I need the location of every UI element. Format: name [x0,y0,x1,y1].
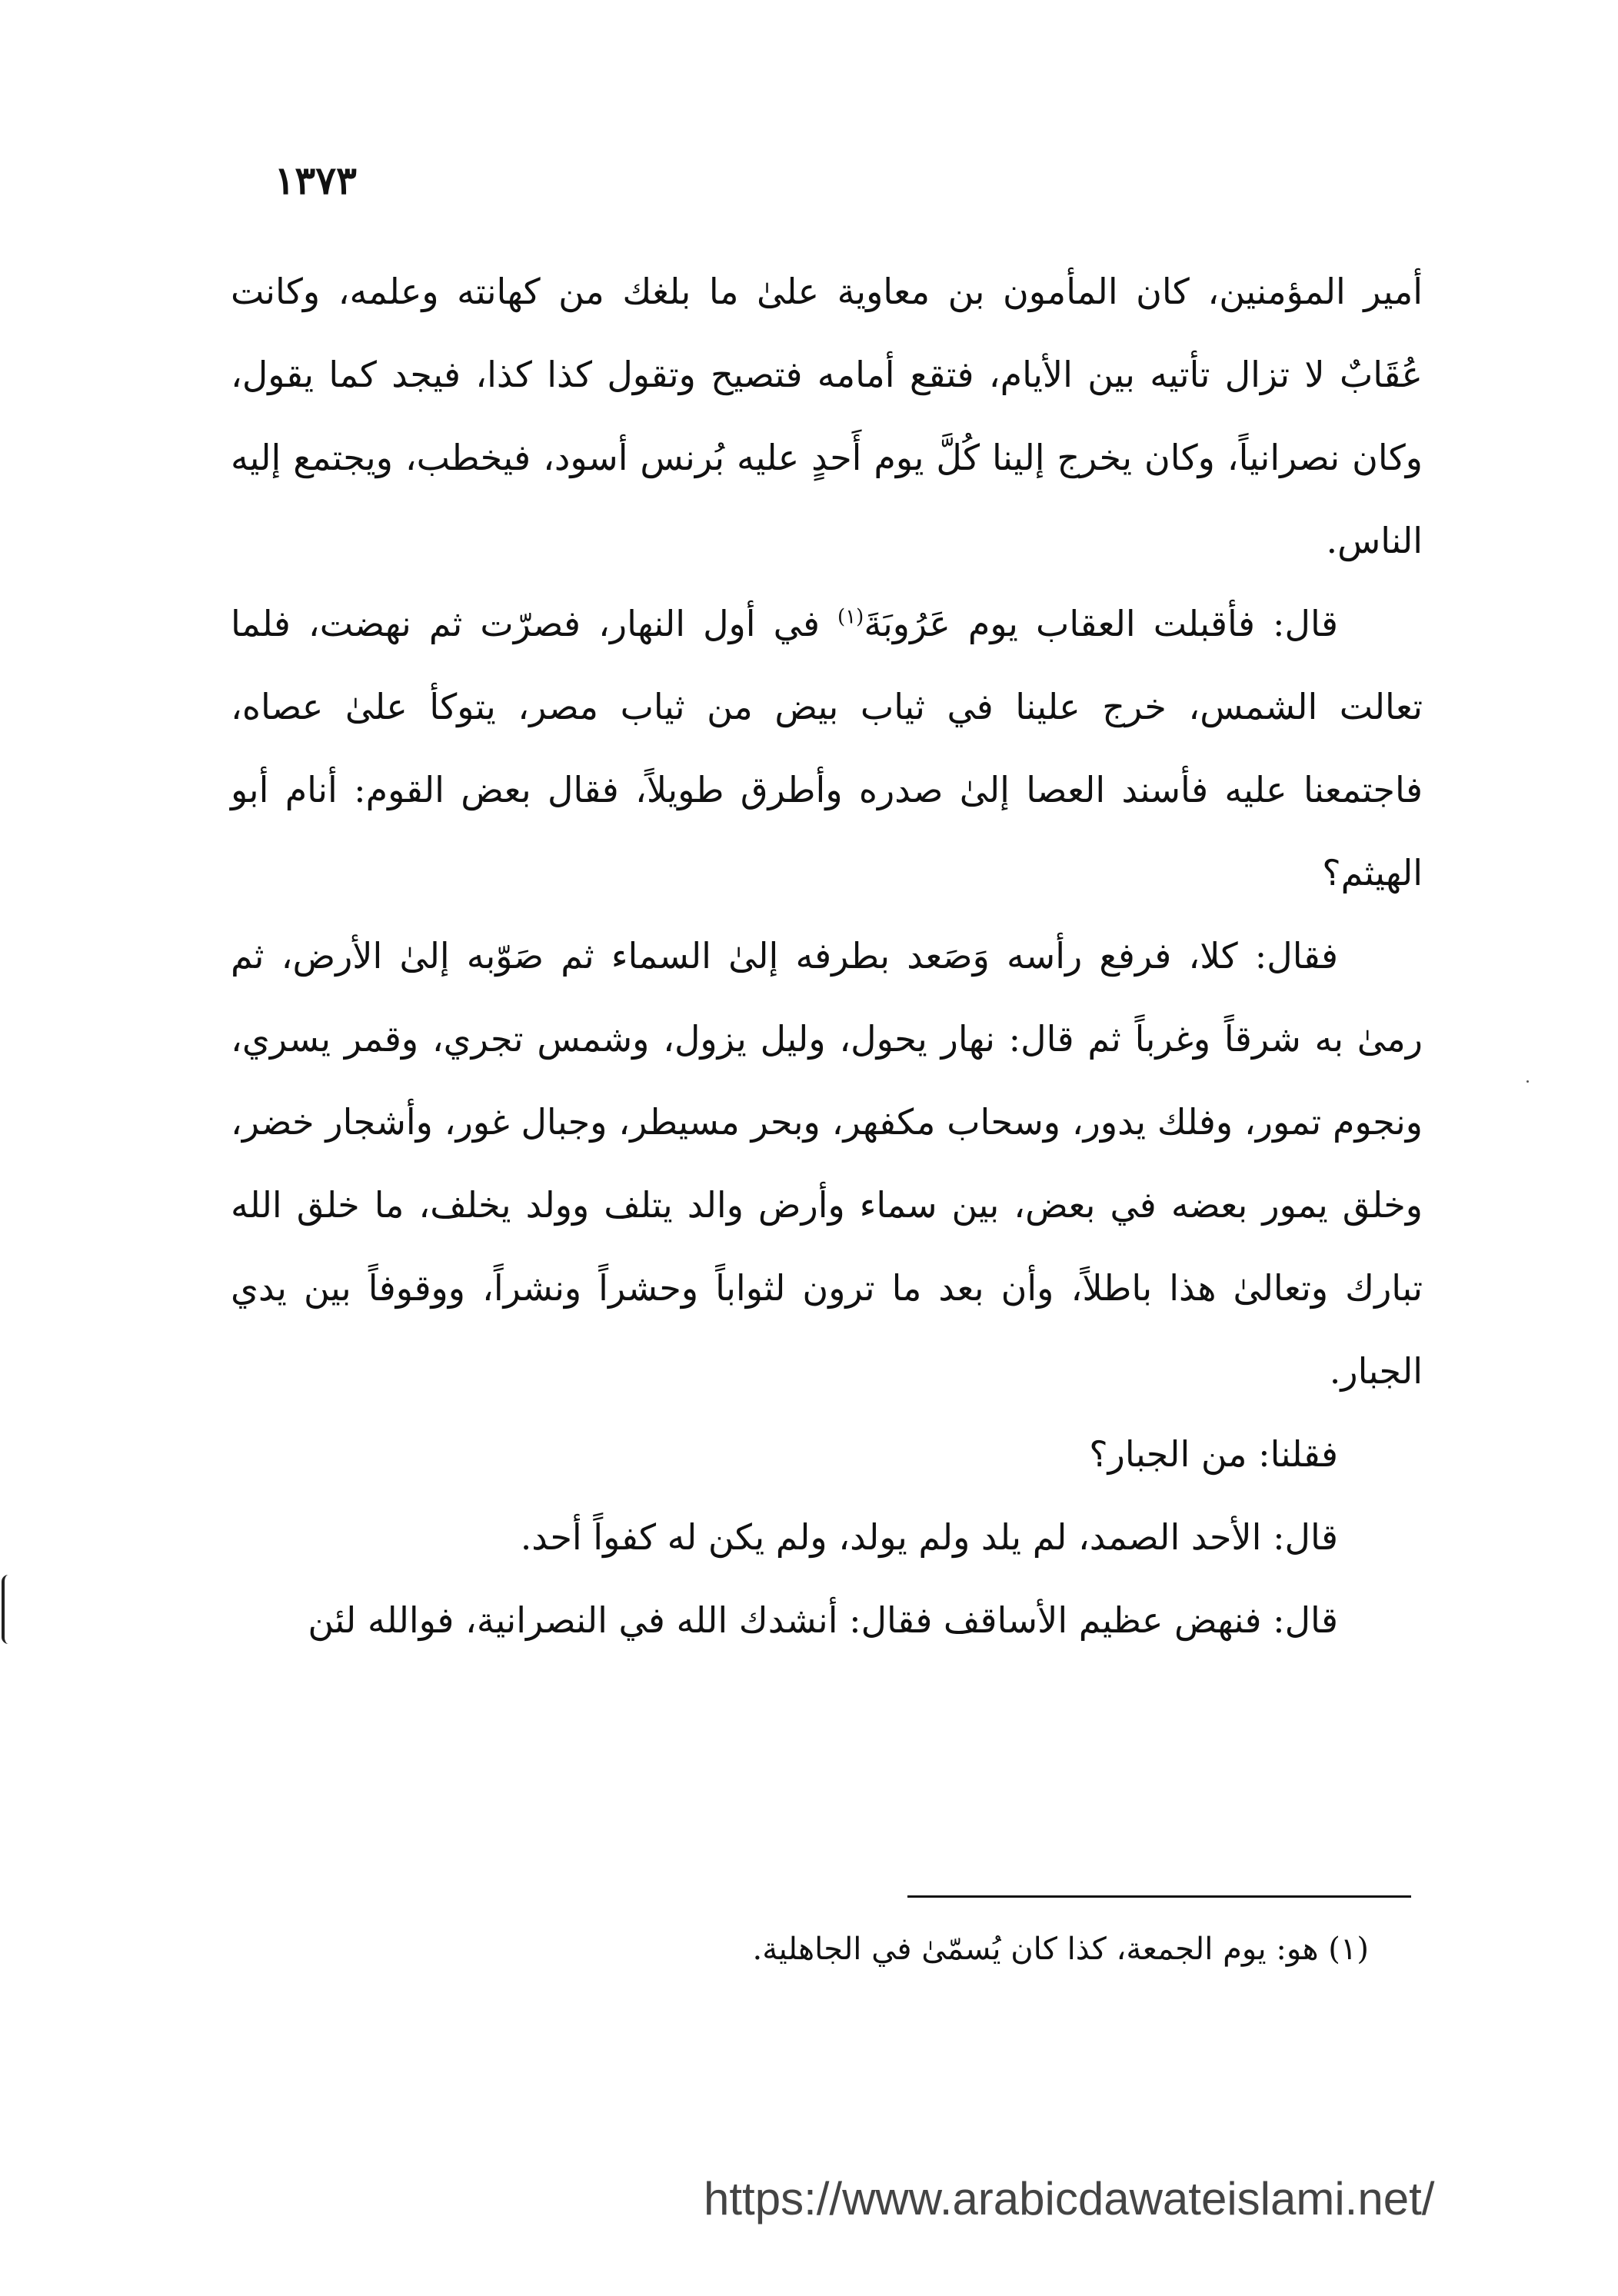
footnote-ref: (١) [837,605,864,629]
paragraph-2-rest: في أول النهار، فصرّت ثم نهضت، فلما تعالت الشمس، خرج علينا في ثياب بيض من ثياب مصر، يتوكأ علىٰ عصاه، فاجتمعنا عليه فأسند العصا إلىٰ صدره وأطرق طويلاً، فقال بعض القوم: أنام أبو الهيثم؟ [231,603,1423,893]
footnote: (١) هو: يوم الجمعة، كذا كان يُسمّىٰ في الجاهلية. [752,1932,1369,1967]
scan-edge-mark [2,1575,8,1644]
paragraph-6: قال: فنهض عظيم الأساقف فقال: أنشدك الله في النصرانية، فوالله لئن [308,1599,1338,1641]
paragraph-4: فقلنا: من الجبار؟ [1089,1433,1338,1475]
scan-speck [1526,1080,1529,1083]
page-number: ١٣٧٣ [274,158,357,203]
paragraph-2 [231,582,1423,914]
paragraph-5: قال: الأحد الصمد، لم يلد ولم يولد، ولم يكن له كفواً أحد. [520,1516,1338,1558]
body-text [231,250,1423,1662]
paragraph-3: فقال: كلا، فرفع رأسه وَصَعد بطرفه إلىٰ السماء ثم صَوّبه إلىٰ الأرض، ثم رمىٰ به شرقاً وغرباً ثم قال: نهار يحول، وليل يزول، وشمس تجري، وقمر يسري، ونجوم تمور، وفلك يدور، وسحاب مكفهر، وبحر مسيطر، وجبال غور، وأشجار خضر، وخلق يمور بعضه في بعض، بين سماء وأرض والد يتلف وولد يخلف، ما خلق الله تبارك وتعالىٰ هذا باطلاً، وأن بعد ما ترون لثواباً وحشراً ونشراً، ووقوفاً بين يدي الجبار. [231,935,1423,1392]
paragraph-2-start: قال: فأقبلت العقاب يوم عَرُوبَةَ [864,603,1338,644]
watermark-url: https://www.arabicdawateislami.net/ [704,2173,1435,2224]
paragraph-1: أمير المؤمنين، كان المأمون بن معاوية علىٰ ما بلغك من كهانته وعلمه، وكانت عُقَابٌ لا تزال تأتيه بين الأيام، فتقع أمامه فتصيح وتقول كذا كذا، فيجد كما يقول، وكان نصرانياً، وكان يخرج إلينا كُلَّ يوم أَحدٍ عليه بُرنس أسود، فيخطب، ويجتمع إليه الناس. [231,271,1423,561]
footnote-divider [907,1895,1411,1898]
